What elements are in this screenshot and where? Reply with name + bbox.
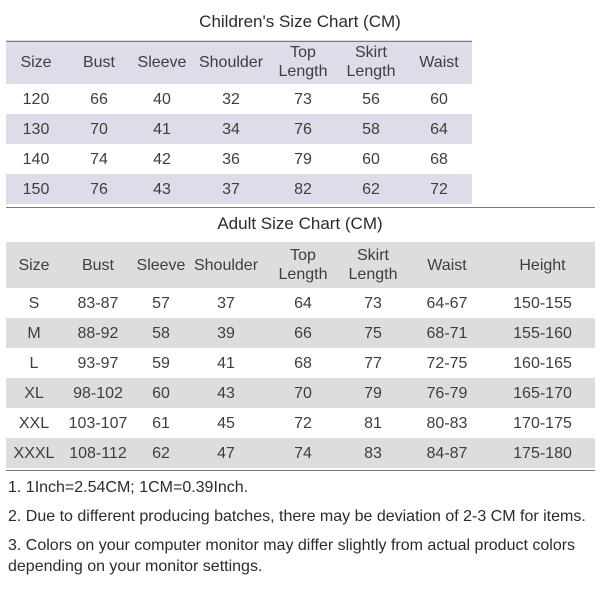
table-cell: L [29,354,39,372]
table-cell: 39 [217,324,235,342]
table-cell: 62 [362,180,380,198]
column-header: Waist [419,53,459,71]
table-cell: 34 [222,120,240,138]
table-cell: 84-87 [426,444,468,462]
note-deviation: 2. Due to different producing batches, there may be deviation of 2-3 CM for items. [8,508,586,525]
table-cell: 77 [364,354,382,372]
table-cell: 66 [294,324,312,342]
table-cell: 60 [430,90,448,108]
column-header: Skirt Length [346,44,396,80]
header-row [6,242,595,288]
table-cell: 37 [222,180,240,198]
table-cell: 81 [364,414,382,432]
table-cell: 40 [153,90,171,108]
table-cell: 103-107 [68,414,128,432]
table-row [6,408,595,438]
table-cell: 64-67 [426,294,468,312]
table-cell: 58 [362,120,380,138]
table-cell: 80-83 [426,414,468,432]
table-cell: 79 [364,384,382,402]
children-chart-title: Children's Size Chart (CM) [199,12,401,31]
table-cell: 42 [153,150,171,168]
column-header: Waist [427,256,467,274]
table-cell: 74 [90,150,108,168]
table-row [6,144,472,174]
table-cell: 93-97 [77,354,119,372]
table-cell: 56 [362,90,380,108]
table-row [6,378,595,408]
table-row [6,84,472,114]
table-cell: 170-175 [513,414,572,432]
table-cell: 76-79 [426,384,468,402]
table-cell: 58 [152,324,170,342]
table-cell: 88-92 [77,324,119,342]
table-cell: 72 [430,180,448,198]
column-header: Sleeve [137,53,187,71]
top-divider [6,41,472,42]
table-cell: 68 [430,150,448,168]
table-cell: 59 [152,354,170,372]
table-cell: XXL [18,414,50,432]
table-cell: 150-155 [513,294,572,312]
table-cell: 73 [294,90,312,108]
children-size-table [6,40,472,204]
table-cell: 68-71 [426,324,468,342]
table-cell: 165-170 [513,384,572,402]
table-cell: 83-87 [77,294,119,312]
table-row [6,348,595,378]
table-cell: 79 [294,150,312,168]
table-row [6,114,472,144]
table-cell: 75 [364,324,382,342]
table-cell: 60 [152,384,170,402]
table-cell: 120 [22,90,50,108]
table-cell: 41 [217,354,235,372]
table-cell: 76 [294,120,312,138]
table-cell: 160-165 [513,354,572,372]
table-cell: 47 [217,444,235,462]
column-header: Bust [81,256,114,274]
column-header: Bust [82,53,115,71]
column-header: Shoulder [198,53,264,71]
table-cell: XL [24,384,44,402]
column-header: Size [18,256,50,274]
table-cell: 57 [152,294,170,312]
table-cell: 70 [90,120,108,138]
table-cell: S [28,294,40,312]
table-cell: 140 [22,150,50,168]
adult-chart-title: Adult Size Chart (CM) [217,214,383,233]
table-cell: 64 [430,120,448,138]
table-cell: 108-112 [69,444,127,462]
table-cell: 61 [152,414,170,432]
note-colors: 3. Colors on your computer monitor may differ slightly from actual product colors depending on your monitor settings. [8,537,576,575]
table-cell: 70 [294,384,312,402]
column-header: Sleeve [136,256,186,274]
bottom-divider [6,470,595,471]
table-cell: 155-160 [513,324,572,342]
table-row [6,318,595,348]
table-cell: 82 [294,180,312,198]
column-header: Size [20,53,52,71]
table-cell: 43 [217,384,235,402]
table-cell: 45 [217,414,235,432]
table-cell: 62 [152,444,170,462]
table-cell: 36 [222,150,240,168]
table-cell: 73 [364,294,382,312]
table-cell: XXXL [13,444,55,462]
table-cell: 76 [90,180,108,198]
table-cell: 68 [294,354,312,372]
table-cell: 98-102 [73,384,123,402]
column-header: Top Length [278,247,328,283]
table-cell: 130 [22,120,50,138]
table-cell: 32 [222,90,240,108]
table-cell: 41 [153,120,171,138]
adult-size-table [6,242,595,468]
table-cell: 74 [294,444,312,462]
table-cell: 60 [362,150,380,168]
table-cell: 37 [217,294,235,312]
column-header: Skirt Length [348,247,398,283]
table-cell: 64 [294,294,312,312]
notes-section [8,477,592,577]
table-cell: 72-75 [426,354,468,372]
table-row [6,438,595,468]
column-header: Shoulder [193,256,259,274]
table-cell: 83 [364,444,382,462]
table-row [6,288,595,318]
column-header: Top Length [278,44,328,80]
note-conversion: 1. 1Inch=2.54CM; 1CM=0.39Inch. [8,479,249,496]
header-row [6,40,472,84]
table-cell: M [27,324,41,342]
table-cell: 175-180 [513,444,572,462]
column-header: Height [519,256,566,274]
table-cell: 43 [153,180,171,198]
table-cell: 66 [90,90,108,108]
table-cell: 72 [294,414,312,432]
table-row [6,174,472,204]
table-cell: 150 [22,180,50,198]
